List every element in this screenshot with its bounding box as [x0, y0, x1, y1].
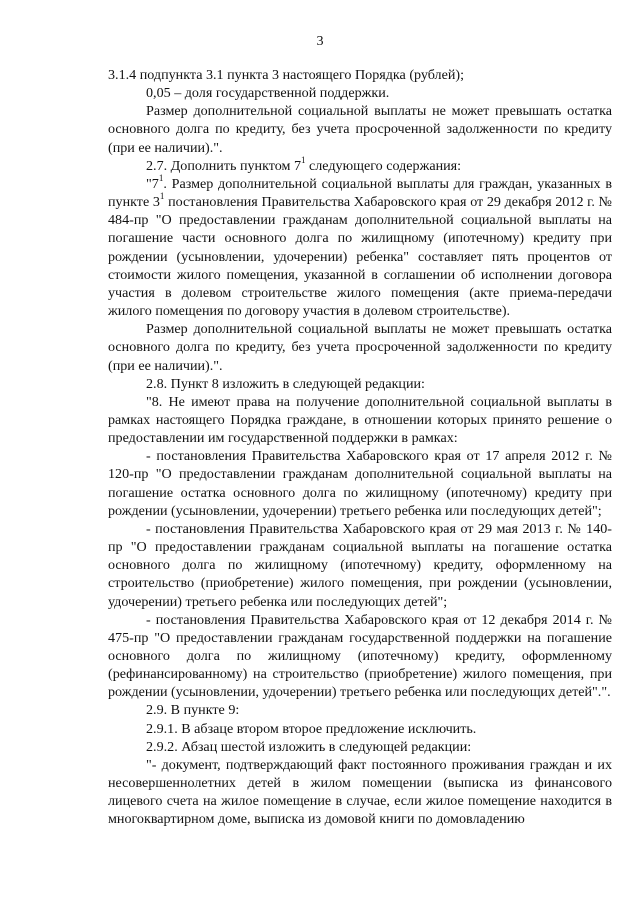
paragraph-p10	[108, 520, 612, 611]
text-run: 2.7. Дополнить пунктом 7	[146, 157, 301, 174]
text-run: "8. Не имеют права на получение дополнительной социальной выплаты в рамках настоящего Порядка граждане, в отношении которых принято решение о предоставлении им государственной поддержки в рамках:	[108, 393, 612, 447]
paragraph-p08	[108, 393, 612, 447]
paragraph-p04	[108, 157, 612, 175]
text-run: 3.1.4 подпункта 3.1 пункта 3 настоящего Порядка (рублей);	[108, 67, 464, 83]
text-run: постановления Правительства Хабаровского края от 29 декабря 2012 г. № 484-пр "О предоставлении гражданам дополнительной социальной выплаты на погашение части основного долга по жилищному (ипотечному) кредиту при рождении (усыновлении, удочерении) ребенка" составляет пять процентов от стоимости жилого помещения, указанной в соглашении об исполнении договора участия в долевом строительстве жилого помещения (акте приема-передачи жилого помещения по договору участия в долевом строительстве).	[108, 194, 612, 320]
superscript: 1	[159, 191, 165, 202]
paragraph-p11	[108, 611, 612, 702]
superscript: 1	[158, 173, 164, 184]
paragraph-p03	[108, 102, 612, 156]
text-run: 0,05 – доля государственной поддержки.	[146, 85, 390, 102]
paragraph-p07	[108, 375, 612, 393]
text-run: 2.9.1. В абзаце втором второе предложение исключить.	[146, 720, 477, 737]
page-number: 3	[316, 33, 324, 49]
text-run: - постановления Правительства Хабаровского края от 17 апреля 2012 г. № 120-пр "О предоставлении гражданам дополнительной социальной выплаты на погашение остатка основного долга по жилищному (ипотечному) кредиту при рождении (усыновлении, удочерении) третьего ребенка или последующих детей";	[108, 448, 612, 519]
paragraph-p13	[108, 720, 612, 738]
paragraph-p02	[108, 84, 612, 102]
superscript: 1	[301, 155, 306, 166]
paragraph-p12	[108, 701, 612, 719]
text-run: "7	[146, 175, 159, 192]
text-run: - постановления Правительства Хабаровского края от 29 мая 2013 г. № 140-пр "О предоставлении гражданам социальной выплаты на погашение остатка основного долга по жилищному (ипотечному) кредиту, оформленному на строительство (приобретение) жилого помещения, при рождении (усыновлении, удочерении) третьего ребенка или последующих детей";	[108, 520, 612, 610]
document-body	[108, 66, 612, 829]
text-run: . Размер дополнительной социальной выплаты для граждан, указанных в пункте 3	[108, 175, 612, 211]
text-run: 2.9. В пункте 9:	[146, 702, 240, 719]
paragraph-p06	[108, 320, 612, 374]
text-run: Размер дополнительной социальной выплаты не может превышать остатка основного долга по кредиту, без учета просроченной задолженности по кредиту (при ее наличии).".	[108, 321, 612, 374]
paragraph-p09	[108, 447, 612, 520]
text-run: "- документ, подтверждающий факт постоянного проживания граждан и их несовершеннолетних детей в жилом помещении (выписка из финансового лицевого счета на жилое помещение в случае, если жилое помещение находится в многоквартирном доме, выписка из домовой книги по домовладению	[108, 756, 612, 828]
paragraph-p05	[108, 175, 612, 320]
text-run: 2.8. Пункт 8 изложить в следующей редакции:	[146, 375, 425, 392]
paragraph-p01	[108, 66, 612, 84]
paragraph-p15	[108, 756, 612, 829]
text-run: - постановления Правительства Хабаровского края от 12 декабря 2014 г. № 475-пр "О предоставлении гражданам государственной поддержки на погашение основного долга по жилищному (ипотечному) кредиту, оформленному (рефинансированному) на строительство (приобретение) жилого помещения, при рождении (усыновлении, удочерении) третьего ребенка или последующих детей".".	[108, 611, 612, 701]
text-run: 2.9.2. Абзац шестой изложить в следующей редакции:	[146, 738, 472, 755]
paragraph-p14	[108, 738, 612, 756]
text-run: Размер дополнительной социальной выплаты не может превышать остатка основного долга по кредиту, без учета просроченной задолженности по кредиту (при ее наличии).".	[108, 103, 612, 156]
text-run: следующего содержания:	[305, 157, 462, 174]
